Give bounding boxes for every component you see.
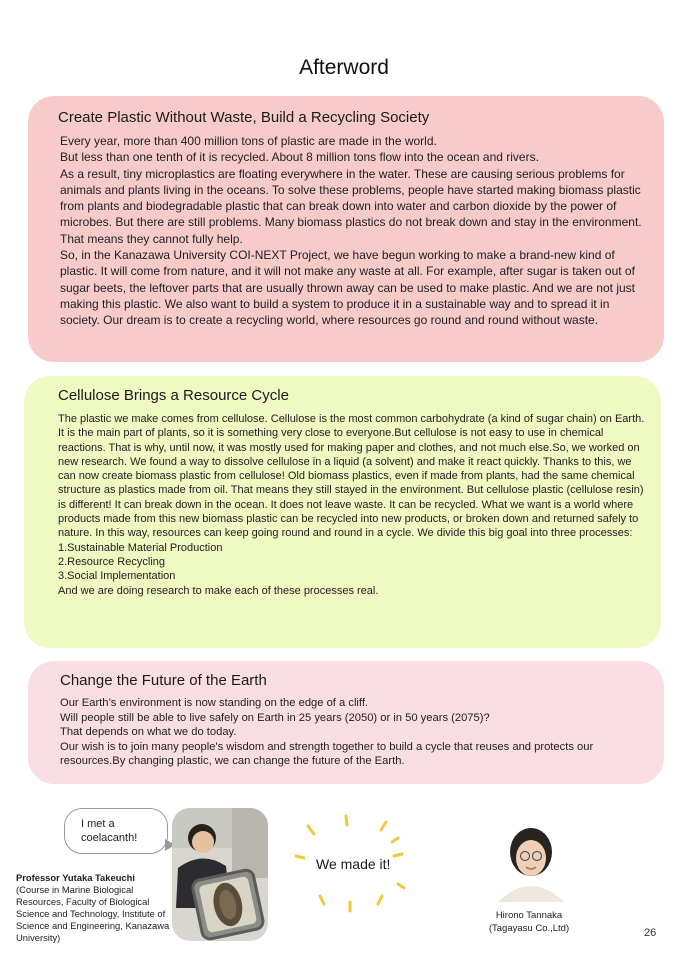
section-heading: Change the Future of the Earth [60,672,267,689]
professor-name: Professor Yutaka Takeuchi [16,872,135,883]
section-body: Our Earth’s environment is now standing on the edge of a cliff. Will people still be able to live safely on Earth in 25 years (2050) or in 50 years (2075)? That depends on what we do today. Our wish is to join many people's wisdom and strength together to build a cycle that reuses and protects our resources.By changing plastic, we can change the future of the Earth. [60,697,594,768]
section-heading: Cellulose Brings a Resource Cycle [58,387,289,404]
professor-coelacanth-photo [172,808,268,941]
section-body: The plastic we make comes from cellulose. Cellulose is the most common carbohydrate (a kind of sugar chain) on Earth. It is the main part of plants, so it is something very close to everyone.But cellulose is not easy to use in chemical reactions. That is why, until now, it was mostly used for making paper and clothes, and not much else.So, we worked on new research. We found a way to dissolve cellulose in a liquid (a solvent) and make it react quickly. Thanks to this, we can now create biomass plastic from cellulose! Old biomass plastics, even if made from plants, had the same chemical structure as plastics made from oil. That means they still stayed in the environment. But cellulose plastic (cellulose resin) is different! It can break down in the ocean. It does not leave waste. It can be recycled. What we want is a world where products made from this new biomass plastic can be recycled into new products, or broken down and returned safely to nature. In this way, resources can keep going round and round in a cycle. We divide this big goal into three processes: 1.Sustainable Material Production 2.Resource Recycling 3.Social Implementation And we are doing research to make each of these processes real. [58,413,645,597]
person-caption: Hirono Tannaka (Tagayasu Co.,Ltd) [488,910,570,934]
burst-caption: We made it! [316,856,391,872]
page-title: Afterword [299,56,389,79]
section-heading: Create Plastic Without Waste, Build a Recycling Society [58,109,430,126]
speech-bubble [64,808,168,854]
section-cellulose [24,376,661,648]
portrait-photo [488,812,574,902]
professor-affiliation: (Course in Marine Biological Resources, Faculty of Biological Science and Technology, Institute of Science and Engineering, Kanazawa University) [16,884,170,944]
professor-caption [16,872,176,945]
section-body: Every year, more than 400 million tons of plastic are made in the world. But less than one tenth of it is recycled. About 8 million tons flow into the ocean and rivers. As a result, tiny microplastics are floating everywhere in the water. These are causing serious problems for animals and plants living in the oceans. To solve these problems, people have started making biomass plastic from plants and biodegradable plastic that can break down into water and carbon dioxide by the power of microbes. But there are still problems. Many biomass plastics do not break down and stay in the environment. That means they cannot fully help. So, in the Kanazawa University COI-NEXT Project, we have begun working to make a brand-new kind of plastic. It will come from nature, and it will not make any waste at all. For example, after sugar is taken out of sugar beets, the leftover parts that are usually thrown away can be used to make plastic. And we are not just making this plastic. We also want to build a system to produce it in a sustainable way and to spread it in society. Our dream is to create a recycling world, where resources go round and round without waste. [60,134,642,328]
section-create-plastic [28,96,664,362]
section-future-earth [28,661,664,784]
speech-bubble-text: I met a coelacanth! [81,818,138,844]
page-number: 26 [644,927,657,939]
